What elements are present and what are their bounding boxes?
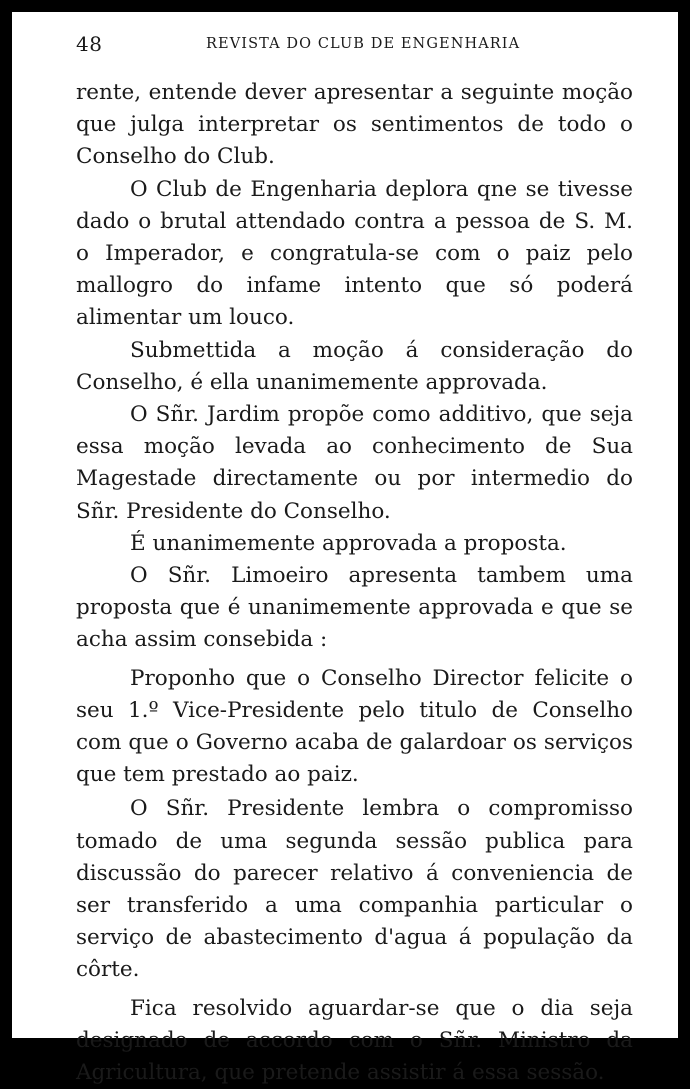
paragraph-president-reminder: O Sñr. Presidente lembra o compromisso tomado de uma segunda sessão publica para discussão do parecer relativo á conveniencia de ser transferido a uma companhia particular o serviço de abastecimento d'agua á população da côrte. bbox=[76, 796, 633, 983]
page-number: 48 bbox=[76, 32, 103, 56]
paragraph-resolution: Fica resolvido aguardar-se que o dia seja designado de accordo com o Sñr. Ministro da Agricultura, que pretende assistir á essa sessão. bbox=[76, 995, 633, 1086]
paragraph-proposal-text: Proponho que o Conselho Director felicite o seu 1.º Vice-Presidente pelo titulo de Conselho com que o Governo acaba de galardoar os serviços que tem prestado ao paiz. bbox=[76, 665, 633, 788]
running-title: REVISTA DO CLUB DE ENGENHARIA bbox=[206, 36, 521, 52]
paragraph-motion-text: O Club de Engenharia deplora qne se tivesse dado o brutal attendado contra a pessoa de S. M. o Imperador, e congratula-se com o paiz pelo mallogro do infame intento que só poderá alimentar um louco. bbox=[76, 176, 633, 331]
paragraph-proposal-approved: É unanimemente approvada a proposta. bbox=[130, 530, 567, 556]
page-header bbox=[76, 32, 626, 58]
paragraph-jardim-additive: O Sñr. Jardim propõe como additivo, que seja essa moção levada ao conhecimento de Sua Magestade directamente ou por intermedio do Sñr. Presidente do Conselho. bbox=[76, 402, 633, 524]
paragraph-continuation: rente, entende dever apresentar a seguinte moção que julga interpretar os sentimentos de todo o Conselho do Club. bbox=[76, 80, 633, 170]
book-page bbox=[12, 12, 678, 1086]
paragraph-motion-approved: Submettida a moção á consideração do Conselho, é ella unanimemente approvada. bbox=[76, 337, 633, 395]
body-text bbox=[76, 77, 633, 1089]
paragraph-limoeiro-proposal: O Sñr. Limoeiro apresenta tambem uma proposta que é unanimemente approvada e que se acha assim consebida : bbox=[76, 563, 633, 653]
